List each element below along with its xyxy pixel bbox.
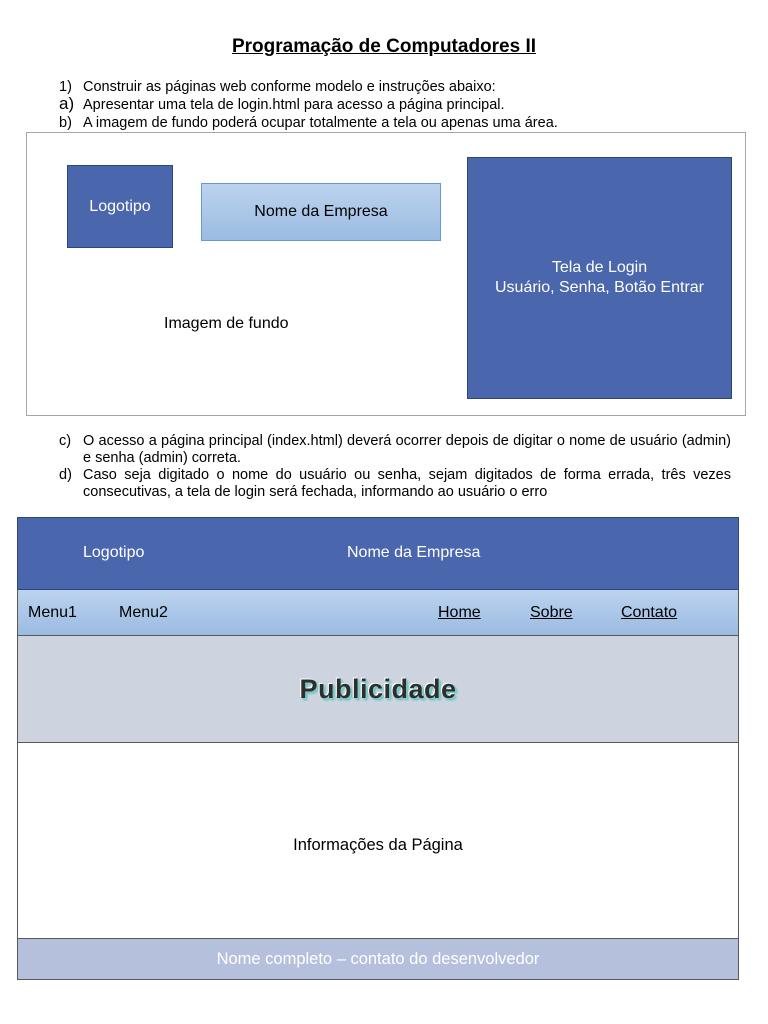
index-menu-bar bbox=[17, 590, 739, 636]
instruction-text: Caso seja digitado o nome do usuário ou senha, sejam digitados de forma errada, três vezes consecutivas, a tela de login será fechada, informando ao usuário o erro bbox=[83, 467, 731, 500]
instruction-marker: b) bbox=[59, 115, 72, 131]
background-image-label: Imagem de fundo bbox=[164, 315, 289, 332]
instruction-marker: 1) bbox=[59, 79, 72, 95]
menu-link-contato[interactable]: Contato bbox=[621, 604, 678, 621]
login-logo-box: Logotipo bbox=[67, 165, 173, 248]
document-title: Programação de Computadores II bbox=[231, 36, 537, 57]
instruction-text: O acesso a página principal (index.html) deverá ocorrer depois de digitar o nome de usuário (admin) e senha (admin) correta. bbox=[83, 433, 731, 466]
instruction-marker: a) bbox=[59, 94, 75, 113]
header-logo: Logotipo bbox=[83, 544, 145, 561]
menu-item-menu1[interactable]: Menu1 bbox=[28, 604, 77, 621]
menu-link-home[interactable]: Home bbox=[438, 604, 481, 621]
instruction-marker: c) bbox=[59, 433, 72, 449]
instruction-text: Construir as páginas web conforme modelo e instruções abaixo: bbox=[83, 79, 496, 95]
instruction-text: A imagem de fundo poderá ocupar totalmente a tela ou apenas uma área. bbox=[83, 115, 558, 131]
instruction-b bbox=[59, 116, 759, 132]
menu-link-sobre[interactable]: Sobre bbox=[530, 604, 573, 621]
instruction-a bbox=[59, 94, 759, 114]
login-panel-title: Tela de Login bbox=[551, 259, 648, 276]
instruction-d bbox=[59, 467, 739, 503]
login-panel bbox=[467, 157, 732, 399]
ad-banner bbox=[17, 636, 739, 743]
page-content-area: Informações da Página bbox=[293, 836, 463, 854]
login-company-box: Nome da Empresa bbox=[201, 183, 441, 241]
index-header bbox=[17, 517, 739, 590]
header-company-name: Nome da Empresa bbox=[347, 544, 481, 561]
instruction-c bbox=[59, 433, 739, 469]
instruction-text: Apresentar uma tela de login.html para acesso a página principal. bbox=[83, 97, 505, 113]
login-panel-fields: Usuário, Senha, Botão Entrar bbox=[494, 279, 704, 296]
ad-banner-text: Publicidade bbox=[299, 673, 457, 704]
menu-item-menu2[interactable]: Menu2 bbox=[119, 604, 168, 621]
instruction-marker: d) bbox=[59, 467, 72, 483]
index-footer: Nome completo – contato do desenvolvedor bbox=[17, 938, 739, 980]
instruction-1 bbox=[59, 80, 759, 96]
